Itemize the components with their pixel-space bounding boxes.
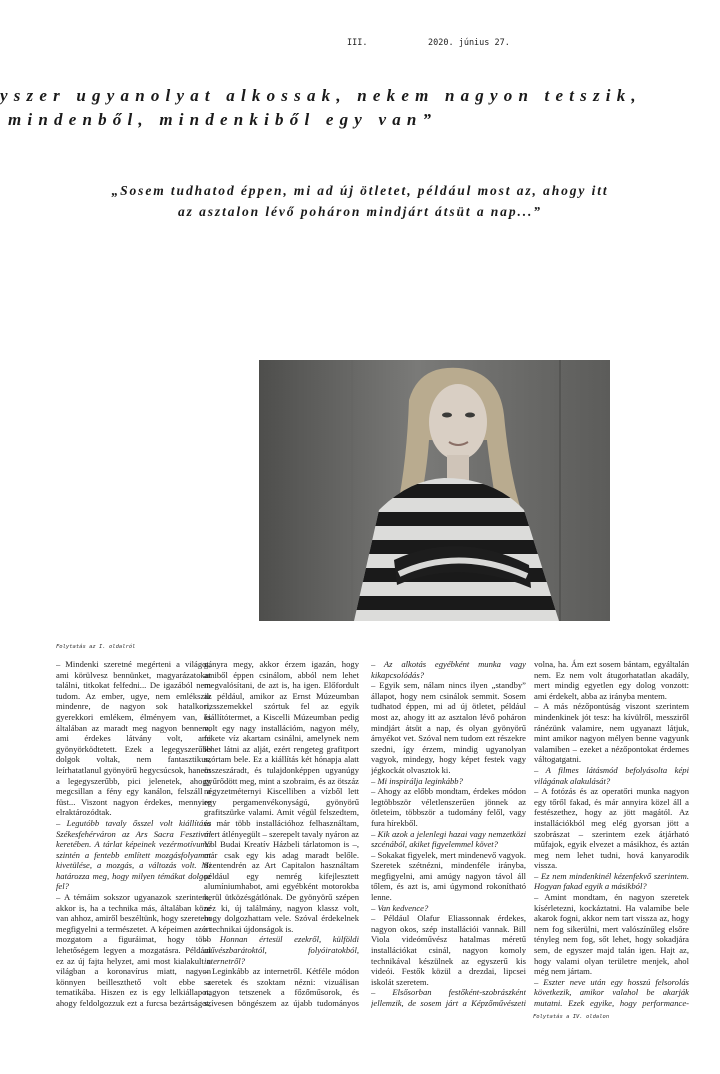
paragraph: – Például Olafur Eliassonnak érdekes, nagyon okos, szép installációi vannak. Bill Viola videóművész hatalmas méretű installációkat csinál, nagyon komoly technikával készülnek az egyszerű kis videói. Festők közül a drezdai, lipcsei iskolát szeretem. [371, 913, 526, 987]
paragraph: – Eszter neve után egy hosszú felsorolás következik, amikor valahol be akarják mutatni. Ezek egyike, hogy performance- [534, 976, 689, 1008]
paragraph: – Ez nem mindenkinél kézenfekvő szerintem. Hogyan fakad egyik a másikból? [534, 870, 689, 892]
portrait-photo [259, 360, 610, 621]
pull-quote-mid-line1: „Sosem tudhatod éppen, mi ad új ötletet, például most az, ahogy itt [111, 183, 609, 198]
paragraph: volna, ha. Ám ezt sosem bántam, egyáltalán nem. Ez nem volt átugorhatatlan akadály, mert mindig egyetlen egy dolog vonzott: ami érdekelt, abba az irányba mentem. [534, 659, 689, 701]
paragraph: – A más nézőpontúság viszont szerintem mindenkinek jót tesz: ha kívülről, messziről ránézünk valamire, nem ugyanazt látjuk, mint amikor nagyon mélyen benne vagyunk valamiben – ezeket a nézőpontokat érdemes váltogatgatni. [534, 701, 689, 765]
paragraph: – Ahogy az előbb mondtam, érdekes módon legtöbbször véletlenszerűen jönnek az ötleteim, többször a tudomány felől, vagy fura hírekből. [371, 786, 526, 828]
issue-date: 2020. június 27. [428, 38, 510, 48]
pull-quote-mid [0, 180, 720, 222]
pull-quote-top-line1: yszer ugyanolyat alkossak, nekem nagyon tetszik, [0, 86, 642, 105]
paragraph: – Mindenki szeretné megérteni a világot, ami körülvesz bennünket, magyarázatokat találni, titkokat felfedni... De igazából nem tudom. Az ember, ugye, nem emlékszik mindenre, de nagyon sok hatalkori, gyerekkori emlékem, élményem van, és általában az maradt meg nagyon bennem, ami érdekes látvány volt, ami gyönyörködtetett. Ezek a legegyszerűbb dolgok voltak, nem fantasztikus, leírhatatlanul gyönyörű hegycsúcsok, hanem a legegyszerűbb, pici jelenetek, ahogy megcsillan a fény egy kanálon, felszáll a füst... Viszont nagyon érdekes, mennyire elraktározódtak. [56, 659, 211, 818]
paragraph: – Honnan értesül ezekről, külföldi művészbarátoktól, folyóiratokból, internetről? [204, 934, 359, 966]
paragraph: – A témáim sokszor ugyanazok szerintem, akkor is, ha a technika más, általában köze van ahhoz, amiről beszéltünk, hogy szeretem megfigyelni a természetet. A képeimen azért mozgatom a figuráimat, hogy több lehetőségem legyen a mozgatásra. Például ez az új fajta helyzet, ami most kialakult a világban a koronavírus miatt, nagyon könnyen beilleszthető volt ebbe a tematikába. Hiszen ez is egy lelkiállapot, ahogy feldolgozzuk ezt a furcsa bezártságot, [56, 892, 211, 1008]
column-4 [534, 659, 689, 1009]
paragraph: – Legutóbb tavaly ősszel volt kiállítása Székesfehérváron az Ars Sacra Fesztivál keretében. A tárlat képeinek vezérmotívuma szintén a fentebb említett mozgásfolyamat kivetülése, a mozgás, a változás volt. Mi határozza meg, hogy milyen témákat dolgoz fel? [56, 817, 211, 892]
portrait-illustration [259, 360, 610, 621]
paragraph: – Egyik sem, nálam nincs ilyen „standby” állapot, hogy nem csinálok semmit. Sosem tudhatod éppen, mi ad új ötletet, például most az, ahogy itt az asztalon lévő poháron mindjárt átsüt a nap, és olyan gyönyörű árnyékot vet. Szóval nem tudom ezt részekre szedni, így érzem, mindig ugyanolyan vagyok, mindegy, hogy képet festek vagy jégkockát olvasztok ki. [371, 680, 526, 775]
paragraph: – Mi inspirálja leginkább? [371, 775, 463, 786]
paragraph: – Leginkább az internetről. Kétféle módon szeretek és szoktam nézni: vizuálisan nagyon tetszenek a főzőműsorok, és szívesen böngészem az újabb tudományos [204, 966, 359, 1008]
paragraph: – A filmes látásmód befolyásolta képi világának alakulását? [534, 764, 689, 786]
section-number: III. [347, 38, 368, 48]
paragraph: – Sokakat figyelek, mert mindenevő vagyok. Szeretek szétnézni, mindenféle irányba, megfigyelni, ami amúgy nagyon távol áll tőlem, és azt is, ami úgymond rokonítható lenne. [371, 849, 526, 903]
paragraph: gányra megy, akkor érzem igazán, hogy amiből éppen csinálom, abból nem lehet megvalósítani, de azt is, ha igen. Előfordult az például, amikor az Ernst Múzeumban rizsszemekkel szórtuk fel az egyik kiállítótermet, a Kiscelli Múzeumban pedig volt egy nagy installációm, nagyon mély, fekete víz akartam csinálni, amelynek nem lehet látni az alját, ezért rengeteg grafitport szórtam bele. Ez a kiállítás két hónapja alatt összeszáradt, és tulajdonképpen ugyanúgy gyűrődött meg, mint a szobraim, és az ötszáz négyzetméternyi Kiscelliben a vízből lett egy pergamenvékonyságú, gyönyörű grafitszürke valami. Amit végül felszedtem, és már több installációhoz felhasználtam, mert átlényegült – szerepelt tavaly nyáron az Ybl Budai Kreatív Házbeli tárlatomon is –, már csak egy kis adag maradt belőle. Szentendrén az Art Capitalon használtam például egy nemrég kifejlesztett alumíniumhabot, ami egyébként motorokba kerül ütközésgátlónak. De gyönyörű szépen néz ki, új találmány, nagyon klassz volt, hogy dolgozhattam vele. Szóval érdekelnek a technikai újdonságok is. [204, 659, 359, 934]
paragraph: – Van kedvence? [371, 902, 429, 913]
pull-quote-top [0, 84, 720, 132]
pull-quote-mid-line2: az asztalon lévő poháron mindjárt átsüt a nap...” [178, 204, 542, 219]
article-body [56, 659, 708, 1009]
column-1 [56, 659, 211, 1009]
pull-quote-top-line2: mindenből, mindenkiből egy van” [8, 110, 438, 129]
paragraph: – A fotózás és az operatőri munka nagyon egy tőről fakad, és már annyira közel áll a festészethez, hogy az jött magától. Az installációkból meg elég gyorsan jött a szobrászat – szerintem ezek átjárható műfajok, egyik elvezet a másikhoz, és aztán meg nem lehet tudni, hová kanyarodik vissza. [534, 786, 689, 871]
paragraph: – Elsősorban festőként-szobrászként jellemzik, de sosem járt a Képzőművészeti [371, 987, 526, 1008]
continued-from-caption: Folytatás az I. oldalról [56, 644, 136, 650]
paragraph: – Az alkotás egyébként munka vagy kikapcsolódás? [371, 659, 526, 680]
continued-on-caption: Folytatás a IV. oldalon [533, 1014, 610, 1020]
column-3 [371, 659, 526, 1009]
paragraph: – Amint mondtam, én nagyon szeretek kísérletezni, kockáztatni. Ha valamibe bele akarok fogni, akkor nem tart vissza az, hogy nem fog sikerülni, mert valószínűleg elsőre tényleg nem fog, sőt lehet, hogy sokadjára sem, de egyszer majd talán igen. Hajt az, hogy valami olyan területre menjek, ahol még nem jártam. [534, 892, 689, 977]
paragraph: – Kik azok a jelenlegi hazai vagy nemzetközi szcénából, akiket figyelemmel követ? [371, 828, 526, 850]
page-header [0, 38, 720, 52]
column-2 [204, 659, 359, 1009]
